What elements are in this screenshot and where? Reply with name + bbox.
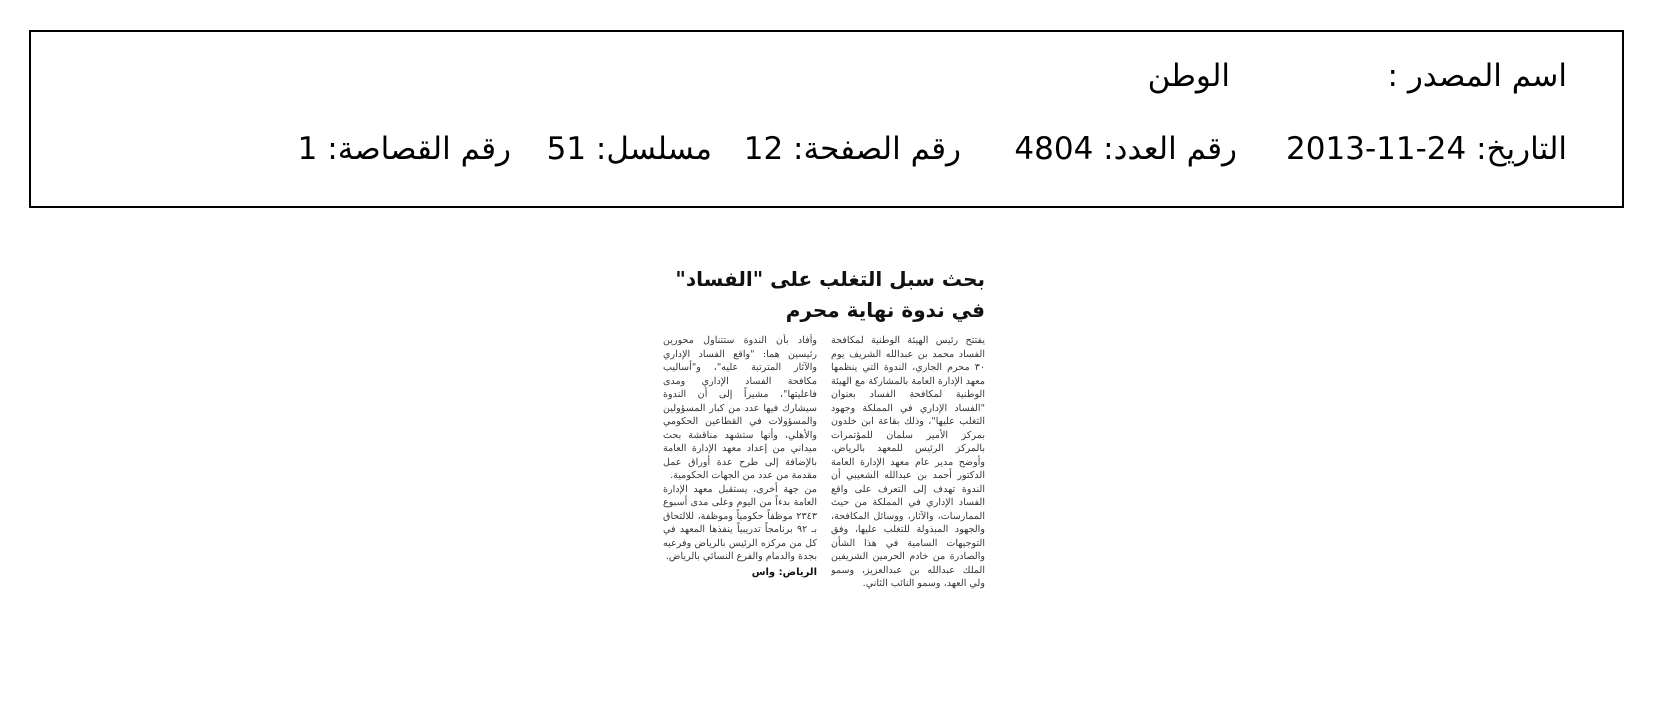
- issue-number-label: رقم العدد: 4804: [1014, 131, 1237, 167]
- serial-label: مسلسل: 51: [546, 131, 712, 167]
- article-paragraph: يفتتح رئيس الهيئة الوطنية لمكافحة الفساد محمد بن عبدالله الشريف يوم ٣٠ محرم الجاري، الندوة التي ينظمها معهد الإدارة العامة بالمشاركة مع الهيئة الوطنية لمكافحة الفساد بعنوان "الفساد الإداري في المملكة وجهود التغلب عليها"، وذلك بقاعة ابن خلدون بمركز الأمير سلمان للمؤتمرات بالمركز الرئيس للمعهد بالرياض. وأوضح مدير عام معهد الإدارة العامة الدكتور أحمد بن عبدالله الشعيبي أن الندوة تهدف إلى التعرف على واقع الفساد الإداري في المملكة من حيث الممارسات، والآثار، ووسائل المكافحة، والجهود المبذولة للتغلب عليها، وفق التوجيهات السامية في هذا الشأن والصادرة من خادم الحرمين الشريفين الملك عبدالله بن عبدالعزيز، وسمو ولي العهد، وسمو النائب الثاني.: [831, 335, 985, 589]
- source-value: الوطن: [1147, 58, 1230, 94]
- article-column-2: [663, 334, 817, 696]
- article-byline: الرياض: واس: [751, 566, 817, 578]
- article-headline: [652, 264, 985, 326]
- page-number-label: رقم الصفحة: 12: [743, 131, 961, 167]
- newspaper-clipping: [652, 258, 991, 708]
- article-paragraph: من جهة أخرى، يستقبل معهد الإدارة العامة بدءاً من اليوم وعلى مدى أسبوع ٢٣٤٣ موظفاً حكومياً وموظفة، للالتحاق بـ ٩٢ برنامجاً تدريبياً ينفذها المعهد في كل من مركزه الرئيس بالرياض وفرعيه بجدة والدمام والفرع النسائي بالرياض.: [663, 483, 817, 562]
- headline-line-1: بحث سبل التغلب على "الفساد": [675, 267, 985, 291]
- source-label: اسم المصدر :: [1387, 58, 1567, 94]
- article-column-1: [831, 334, 985, 696]
- article-paragraph: وأفاد بأن الندوة ستتناول محورين رئيسين هما: "واقع الفساد الإداري والآثار المترتبة عليه"، و"أساليب مكافحة الفساد الإداري ومدى فاعليتها"، مشيراً إلى أن الندوة سيشارك فيها عدد من كبار المسؤولين والمسؤولات في القطاعين الحكومي والأهلي، وأنها ستشهد مناقشة بحث ميداني من إعداد معهد الإدارة العامة بالإضافة إلى طرح عدة أوراق عمل مقدمة من عدد من الجهات الحكومية.: [663, 335, 817, 481]
- clipping-info-box: [29, 30, 1624, 208]
- headline-line-2: في ندوة نهاية محرم: [785, 298, 985, 322]
- article-columns: [656, 334, 985, 696]
- date-label: التاريخ: 24-11-2013: [1286, 131, 1567, 167]
- clipping-number-label: رقم القصاصة: 1: [297, 131, 511, 167]
